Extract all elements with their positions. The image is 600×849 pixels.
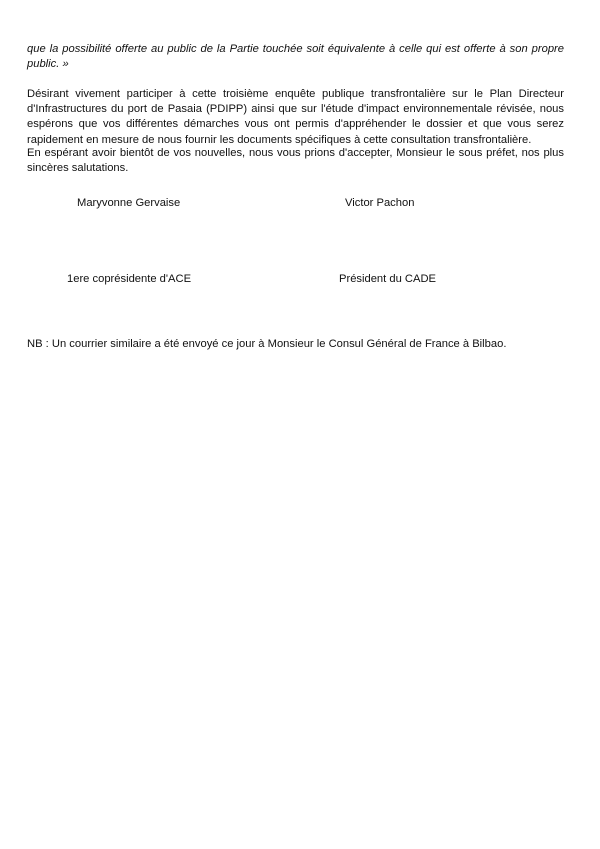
signatory-name-2: Victor Pachon (345, 197, 415, 209)
signatory-title-1: 1ere coprésidente d'ACE (67, 273, 192, 285)
signatory-title-2: Président du CADE (339, 273, 437, 285)
signatory-name-1: Maryvonne Gervaise (77, 197, 181, 209)
quote-continuation: que la possibilité offerte au public de la Partie touchée soit équivalente à celle qui est offerte à son propre public. » (27, 43, 564, 71)
paragraph-closing: En espérant avoir bientôt de vos nouvelles, nous vous prions d'accepter, Monsieur le sous préfet, nos plus sincères salutations. (27, 147, 564, 175)
paragraph-participation: Désirant vivement participer à cette troisième enquête publique transfrontalière sur le Plan Directeur d'Infrastructures du port de Pasaia (PDIPP) ainsi que sur l'étude d'impact environnementale révisée, nous espérons que vos différentes démarches vous ont permis d'appréhender le dossier et que vous serez rapidement en mesure de nous fournir les documents spécifiques à cette consultation transfrontalière. (27, 88, 564, 146)
footnote-nb: NB : Un courrier similaire a été envoyé ce jour à Monsieur le Consul Général de France à Bilbao. (27, 338, 507, 350)
